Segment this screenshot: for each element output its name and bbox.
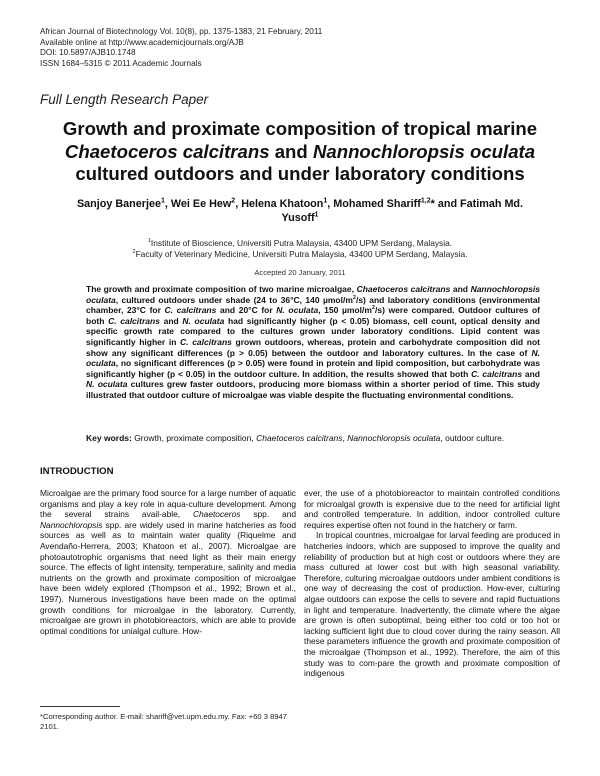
author-name: Sanjoy Banerjee <box>76 198 161 210</box>
author-sup: 1,2 <box>420 197 431 205</box>
author-list: Sanjoy Banerjee$^1$, Wei Ee Hew$^2$, Helena Khatoon$^1$, Mohamed Shariff$^{1,2}$* and Fatimah Md. Yusoff$^1$ <box>76 197 524 224</box>
paragraph: In tropical countries, microalgae for larval feeding are produced in hatcheries indoors, which are supposed to improve the quality and reliability of production but at high cost or outdoors where they are mass cultured at lower cost but with high seasonal variability. Therefore, culturing microalgae outdoors under ambient conditions is one way of decreasing the cost of production. How-ever, culturing algae outdoors can expose the cells to severe and rapid fluctuations in light and temperature. Inadvertently, the climate where the algae are grown is often suboptimal, being either too cold or too hot or lacking sufficient light due to cloud cover during the rainy season. All these parameters influence the growth and proximate composition of the microalgae (Thompson et al., 1992). Therefore, the aim of this study was to com-pare the growth and proximate composition of indigenous <box>304 530 560 679</box>
doi: DOI: 10.5897/AJB10.1748 <box>40 48 136 58</box>
author-name: Fatimah Md. Yusoff <box>281 198 524 224</box>
paragraph: ever, the use of a photobioreactor to maintain controlled conditions for microalgal growth is expensive due to the need for artificial light and controlled temperature. In addition, indoor controlled culture requires expertise often not found in the hatchery or farm. <box>304 488 560 530</box>
author-name: Helena Khatoon <box>241 198 324 210</box>
corresponding-mark: * <box>430 198 435 210</box>
journal-url: Available online at http://www.academicjournals.org/AJB <box>40 37 244 47</box>
issn: ISSN 1684–5315 © 2011 Academic Journals <box>40 58 202 68</box>
author-name: Mohamed Shariff <box>333 198 421 210</box>
corresponding-author-footnote: *Corresponding author. E-mail: shariff@vet.upm.edu.my. Fax: +60 3 8947 2101. <box>40 712 287 731</box>
title-and: and <box>269 140 313 162</box>
affiliation-1: $^1$Institute of Bioscience, Universiti Putra Malaysia, 43400 UPM Serdang, Malaysia. <box>147 238 453 248</box>
affiliation-2: $^2$Faculty of Veterinary Medicine, Universiti Putra Malaysia, 43400 UPM Serdang, Malaysia. <box>132 249 468 259</box>
body-column-left <box>40 488 296 636</box>
author-sup: 2 <box>231 197 236 205</box>
body-column-right <box>304 488 560 679</box>
title-line-1: Growth and proximate composition of tropical marine <box>62 118 538 139</box>
journal-citation: African Journal of Biotechnology Vol. 10(8), pp. 1375-1383, 21 February, 2011 <box>40 27 323 36</box>
section-heading-introduction: INTRODUCTION <box>40 466 114 477</box>
title-species-2: Nannochloropsis oculata <box>312 140 536 162</box>
author-sup: 1 <box>323 197 328 205</box>
keywords: Key words: Growth, proximate composition, Chaetoceros calcitrans, Nannochloropsis oculata, outdoor culture. <box>86 433 505 443</box>
footnote-divider <box>40 706 120 707</box>
paragraph: Microalgae are the primary food source for a large number of aquatic organisms and play a key role in aqua-culture development. Among the several strains avail-able, Chaetoceros spp. and Nannochloropsis spp. are widely used in marine hatcheries as food sources as well as to maintain water quality (Riquelme and Avendaño-Herrera, 2003; Khatoon et al., 2007). Microalgae are photoautotrophic organisms that need light as their main energy source. The effects of light intensity, temperature, salinity and media nutrients on the growth and proximate composition of microalgae have been widely explored (Thompson et al., 1992; Brown et al., 1997). Numerous investigations have been made on the optimal growth conditions for microalgae in the laboratory. Currently, microalgae are grown in photobioreactors, which are able to provide optimal conditions for unialgal culture. How- <box>40 488 296 636</box>
title-line-3: cultured outdoors and under laboratory conditions <box>75 163 525 184</box>
affiliations <box>40 238 560 260</box>
keywords-label: Key words: <box>86 433 132 443</box>
author-sup: 1 <box>160 197 165 205</box>
author-sup: 1 <box>314 211 319 218</box>
title-species-1: Chaetoceros calcitrans <box>64 140 270 162</box>
author-name: Wei Ee Hew <box>170 198 232 210</box>
paper-title <box>40 118 560 186</box>
abstract: The growth and proximate composition of two marine microalgae, Chaetoceros calcitrans and Nannochloropsis oculata, cultured outdoors under shade (24 to 36°C, 140 µmol/$m^2/s$) and laboratory conditions (environmental chamber, 23°C for C. calcitrans and 20°C for N. oculata, 150 µmol/$m^2/s$) were compared. Outdoor cultures of both C. calcitrans and N. oculata had significantly higher (p < 0.05) biomass, cell count, optical density and specific growth rate compared to the cultures grown under laboratory conditions. Lipid content was significantly higher in C. calcitrans grown outdoors, whereas, protein and carbohydrate composition did not show any significant differences (p > 0.05) between the outdoor and laboratory cultures. In the case of N. oculata, no significant differences (p > 0.05) were found in protein and lipid composition, but carbohydrate was significantly higher (p < 0.05) in the outdoor culture. In addition, the results showed that both C. calcitrans and N. oculata cultures grew faster outdoors, producing more biomass within a shorter period of time. This study illustrated that outdoor culture of microalgae was viable despite the fluctuating environmental conditions. <box>86 284 541 400</box>
paper-type: Full Length Research Paper <box>40 92 209 107</box>
accepted-date: Accepted 20 January, 2011 <box>254 268 346 277</box>
journal-header <box>40 27 322 69</box>
title-line-2 <box>40 141 560 164</box>
